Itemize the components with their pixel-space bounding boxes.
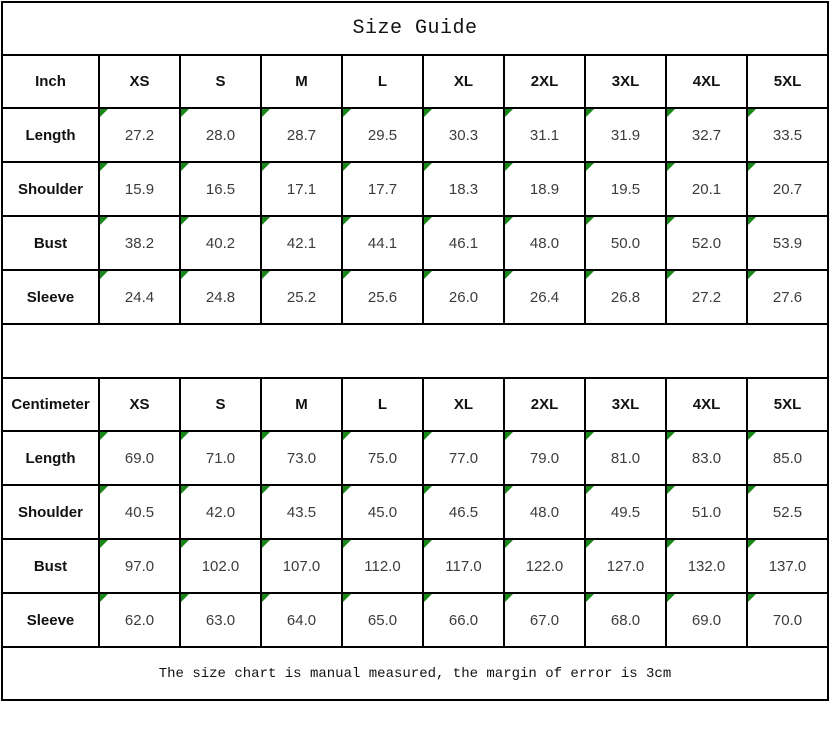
row-label-cell: Shoulder xyxy=(2,485,99,539)
green-triangle-icon xyxy=(586,594,594,602)
green-triangle-icon xyxy=(505,540,513,548)
value-text: 18.9 xyxy=(529,180,560,198)
green-triangle-icon xyxy=(748,109,756,117)
value-cell xyxy=(504,593,585,647)
size-guide-table xyxy=(1,1,829,701)
value-text: 51.0 xyxy=(691,503,722,521)
green-triangle-icon xyxy=(262,271,270,279)
value-cell xyxy=(585,431,666,485)
measurement-row xyxy=(2,216,828,270)
spacer-row xyxy=(2,324,828,378)
green-triangle-icon xyxy=(667,217,675,225)
value-text: 132.0 xyxy=(687,557,726,575)
value-cell xyxy=(747,108,828,162)
size-header-cell: 3XL xyxy=(585,378,666,431)
value-cell xyxy=(423,216,504,270)
value-cell xyxy=(342,216,423,270)
green-triangle-icon xyxy=(262,540,270,548)
value-cell xyxy=(504,485,585,539)
value-cell xyxy=(585,270,666,324)
size-header-row xyxy=(2,378,828,431)
green-triangle-icon xyxy=(181,163,189,171)
value-text: 17.1 xyxy=(286,180,317,198)
value-text: 19.5 xyxy=(610,180,641,198)
value-cell xyxy=(99,431,180,485)
value-text: 40.5 xyxy=(124,503,155,521)
size-header-cell: S xyxy=(180,55,261,108)
green-triangle-icon xyxy=(586,271,594,279)
green-triangle-icon xyxy=(667,540,675,548)
value-text: 49.5 xyxy=(610,503,641,521)
green-triangle-icon xyxy=(667,594,675,602)
green-triangle-icon xyxy=(343,163,351,171)
value-text: 24.8 xyxy=(205,288,236,306)
value-text: 26.4 xyxy=(529,288,560,306)
value-text: 27.2 xyxy=(124,126,155,144)
value-text: 28.7 xyxy=(286,126,317,144)
value-cell xyxy=(585,485,666,539)
green-triangle-icon xyxy=(586,486,594,494)
green-triangle-icon xyxy=(505,217,513,225)
value-text: 25.6 xyxy=(367,288,398,306)
value-text: 26.8 xyxy=(610,288,641,306)
value-text: 137.0 xyxy=(768,557,807,575)
green-triangle-icon xyxy=(424,271,432,279)
page-title: Size Guide xyxy=(2,2,828,55)
value-text: 42.0 xyxy=(205,503,236,521)
centimeter-table-section xyxy=(2,378,828,647)
size-header-cell: 5XL xyxy=(747,378,828,431)
green-triangle-icon xyxy=(586,432,594,440)
value-cell xyxy=(342,162,423,216)
value-cell xyxy=(180,108,261,162)
value-cell xyxy=(99,593,180,647)
measurement-row xyxy=(2,593,828,647)
value-cell xyxy=(747,431,828,485)
value-cell xyxy=(99,108,180,162)
green-triangle-icon xyxy=(424,217,432,225)
value-cell xyxy=(747,162,828,216)
value-cell xyxy=(261,270,342,324)
value-text: 62.0 xyxy=(124,611,155,629)
value-cell xyxy=(504,216,585,270)
value-text: 71.0 xyxy=(205,449,236,467)
value-cell xyxy=(261,485,342,539)
value-text: 46.1 xyxy=(448,234,479,252)
value-text: 52.5 xyxy=(772,503,803,521)
footer-note: The size chart is manual measured, the margin of error is 3cm xyxy=(2,647,828,700)
value-cell xyxy=(666,485,747,539)
value-text: 18.3 xyxy=(448,180,479,198)
green-triangle-icon xyxy=(262,109,270,117)
value-text: 112.0 xyxy=(364,557,401,575)
green-triangle-icon xyxy=(181,594,189,602)
value-cell xyxy=(342,431,423,485)
size-header-cell: 4XL xyxy=(666,55,747,108)
value-cell xyxy=(180,431,261,485)
green-triangle-icon xyxy=(505,163,513,171)
size-header-cell: XL xyxy=(423,55,504,108)
value-cell xyxy=(666,270,747,324)
value-text: 69.0 xyxy=(124,449,155,467)
value-cell xyxy=(666,539,747,593)
measurement-row xyxy=(2,431,828,485)
value-text: 16.5 xyxy=(205,180,236,198)
value-text: 46.5 xyxy=(448,503,479,521)
green-triangle-icon xyxy=(505,109,513,117)
green-triangle-icon xyxy=(667,163,675,171)
green-triangle-icon xyxy=(667,271,675,279)
green-triangle-icon xyxy=(262,217,270,225)
green-triangle-icon xyxy=(100,271,108,279)
value-cell xyxy=(342,593,423,647)
green-triangle-icon xyxy=(343,486,351,494)
green-triangle-icon xyxy=(505,432,513,440)
value-text: 38.2 xyxy=(124,234,155,252)
value-text: 64.0 xyxy=(286,611,317,629)
green-triangle-icon xyxy=(748,486,756,494)
value-text: 48.0 xyxy=(529,234,560,252)
value-cell xyxy=(342,270,423,324)
value-text: 63.0 xyxy=(205,611,236,629)
green-triangle-icon xyxy=(262,594,270,602)
green-triangle-icon xyxy=(586,540,594,548)
green-triangle-icon xyxy=(100,217,108,225)
value-cell xyxy=(342,485,423,539)
green-triangle-icon xyxy=(181,109,189,117)
row-label-cell: Bust xyxy=(2,216,99,270)
row-label-cell: Length xyxy=(2,108,99,162)
unit-header-cell: Centimeter xyxy=(2,378,99,431)
value-text: 66.0 xyxy=(448,611,479,629)
value-cell xyxy=(423,270,504,324)
green-triangle-icon xyxy=(343,594,351,602)
value-text: 45.0 xyxy=(367,503,398,521)
green-triangle-icon xyxy=(424,594,432,602)
green-triangle-icon xyxy=(667,432,675,440)
value-cell xyxy=(261,431,342,485)
value-cell xyxy=(423,485,504,539)
value-cell xyxy=(180,270,261,324)
value-text: 30.3 xyxy=(448,126,479,144)
green-triangle-icon xyxy=(667,486,675,494)
measurement-row xyxy=(2,108,828,162)
green-triangle-icon xyxy=(100,486,108,494)
unit-header-cell: Inch xyxy=(2,55,99,108)
value-cell xyxy=(180,162,261,216)
green-triangle-icon xyxy=(586,217,594,225)
value-cell xyxy=(666,593,747,647)
row-label-cell: Length xyxy=(2,431,99,485)
value-text: 20.7 xyxy=(772,180,803,198)
value-cell xyxy=(180,485,261,539)
value-text: 28.0 xyxy=(205,126,236,144)
value-cell xyxy=(261,539,342,593)
green-triangle-icon xyxy=(343,540,351,548)
size-header-cell: 4XL xyxy=(666,378,747,431)
green-triangle-icon xyxy=(505,486,513,494)
green-triangle-icon xyxy=(748,594,756,602)
value-text: 107.0 xyxy=(282,557,321,575)
value-cell xyxy=(180,593,261,647)
value-cell xyxy=(342,108,423,162)
size-header-cell: 2XL xyxy=(504,378,585,431)
green-triangle-icon xyxy=(343,109,351,117)
size-header-row xyxy=(2,55,828,108)
value-cell xyxy=(585,216,666,270)
value-cell xyxy=(342,539,423,593)
green-triangle-icon xyxy=(505,271,513,279)
value-cell xyxy=(99,216,180,270)
green-triangle-icon xyxy=(181,271,189,279)
value-text: 26.0 xyxy=(448,288,479,306)
green-triangle-icon xyxy=(181,486,189,494)
value-cell xyxy=(585,108,666,162)
value-cell xyxy=(423,162,504,216)
value-cell xyxy=(585,162,666,216)
size-header-cell: XL xyxy=(423,378,504,431)
value-text: 42.1 xyxy=(286,234,317,252)
value-cell xyxy=(747,216,828,270)
value-cell xyxy=(180,216,261,270)
row-label-cell: Sleeve xyxy=(2,593,99,647)
footer-row xyxy=(2,647,828,700)
green-triangle-icon xyxy=(424,486,432,494)
value-cell xyxy=(423,108,504,162)
green-triangle-icon xyxy=(343,271,351,279)
green-triangle-icon xyxy=(262,486,270,494)
green-triangle-icon xyxy=(181,217,189,225)
value-text: 69.0 xyxy=(691,611,722,629)
green-triangle-icon xyxy=(343,432,351,440)
value-text: 122.0 xyxy=(525,557,564,575)
green-triangle-icon xyxy=(424,109,432,117)
value-text: 117.0 xyxy=(445,557,482,575)
size-header-cell: M xyxy=(261,378,342,431)
value-text: 27.2 xyxy=(691,288,722,306)
value-cell xyxy=(423,431,504,485)
row-label-cell: Shoulder xyxy=(2,162,99,216)
value-cell xyxy=(666,108,747,162)
value-text: 53.9 xyxy=(772,234,803,252)
value-text: 31.9 xyxy=(610,126,641,144)
measurement-row xyxy=(2,485,828,539)
spacer-cell xyxy=(2,324,828,378)
value-text: 27.6 xyxy=(772,288,803,306)
value-text: 32.7 xyxy=(691,126,722,144)
green-triangle-icon xyxy=(262,432,270,440)
size-header-cell: L xyxy=(342,55,423,108)
green-triangle-icon xyxy=(100,163,108,171)
value-text: 97.0 xyxy=(124,557,155,575)
green-triangle-icon xyxy=(748,163,756,171)
value-text: 73.0 xyxy=(286,449,317,467)
measurement-row xyxy=(2,162,828,216)
value-cell xyxy=(504,108,585,162)
value-text: 67.0 xyxy=(529,611,560,629)
value-cell xyxy=(423,539,504,593)
size-header-cell: XS xyxy=(99,378,180,431)
size-header-cell: S xyxy=(180,378,261,431)
size-header-cell: L xyxy=(342,378,423,431)
value-text: 102.0 xyxy=(201,557,240,575)
value-text: 29.5 xyxy=(367,126,398,144)
value-text: 17.7 xyxy=(367,180,398,198)
green-triangle-icon xyxy=(181,432,189,440)
value-text: 25.2 xyxy=(286,288,317,306)
green-triangle-icon xyxy=(343,217,351,225)
green-triangle-icon xyxy=(748,432,756,440)
value-cell xyxy=(747,485,828,539)
row-label-cell: Sleeve xyxy=(2,270,99,324)
green-triangle-icon xyxy=(586,163,594,171)
value-text: 68.0 xyxy=(610,611,641,629)
value-text: 77.0 xyxy=(448,449,479,467)
green-triangle-icon xyxy=(505,594,513,602)
green-triangle-icon xyxy=(586,109,594,117)
size-header-cell: 3XL xyxy=(585,55,666,108)
value-text: 20.1 xyxy=(691,180,722,198)
inch-table-section xyxy=(2,55,828,324)
value-cell xyxy=(261,162,342,216)
value-cell xyxy=(99,162,180,216)
value-text: 50.0 xyxy=(610,234,641,252)
value-cell xyxy=(747,593,828,647)
measurement-row xyxy=(2,270,828,324)
value-cell xyxy=(747,539,828,593)
green-triangle-icon xyxy=(100,540,108,548)
green-triangle-icon xyxy=(100,432,108,440)
value-cell xyxy=(585,593,666,647)
value-text: 85.0 xyxy=(772,449,803,467)
value-cell xyxy=(99,539,180,593)
green-triangle-icon xyxy=(748,217,756,225)
value-cell xyxy=(504,539,585,593)
value-text: 40.2 xyxy=(205,234,236,252)
value-text: 75.0 xyxy=(367,449,398,467)
green-triangle-icon xyxy=(748,271,756,279)
value-cell xyxy=(666,162,747,216)
green-triangle-icon xyxy=(424,163,432,171)
value-text: 83.0 xyxy=(691,449,722,467)
green-triangle-icon xyxy=(748,540,756,548)
value-text: 31.1 xyxy=(529,126,560,144)
size-header-cell: 2XL xyxy=(504,55,585,108)
value-cell xyxy=(666,431,747,485)
value-text: 79.0 xyxy=(529,449,560,467)
size-header-cell: M xyxy=(261,55,342,108)
value-cell xyxy=(261,216,342,270)
value-text: 70.0 xyxy=(772,611,803,629)
green-triangle-icon xyxy=(100,109,108,117)
value-text: 81.0 xyxy=(610,449,641,467)
green-triangle-icon xyxy=(262,163,270,171)
value-text: 127.0 xyxy=(606,557,645,575)
value-text: 44.1 xyxy=(367,234,398,252)
green-triangle-icon xyxy=(181,540,189,548)
green-triangle-icon xyxy=(667,109,675,117)
value-cell xyxy=(423,593,504,647)
value-cell xyxy=(180,539,261,593)
value-cell xyxy=(747,270,828,324)
title-row xyxy=(2,2,828,55)
value-cell xyxy=(666,216,747,270)
value-cell xyxy=(261,593,342,647)
row-label-cell: Bust xyxy=(2,539,99,593)
value-cell xyxy=(585,539,666,593)
value-cell xyxy=(504,162,585,216)
value-cell xyxy=(504,431,585,485)
green-triangle-icon xyxy=(424,540,432,548)
value-text: 65.0 xyxy=(367,611,398,629)
measurement-row xyxy=(2,539,828,593)
size-header-cell: XS xyxy=(99,55,180,108)
value-text: 15.9 xyxy=(124,180,155,198)
value-text: 24.4 xyxy=(124,288,155,306)
value-cell xyxy=(261,108,342,162)
value-cell xyxy=(99,270,180,324)
value-cell xyxy=(99,485,180,539)
value-text: 48.0 xyxy=(529,503,560,521)
value-text: 52.0 xyxy=(691,234,722,252)
value-cell xyxy=(504,270,585,324)
green-triangle-icon xyxy=(100,594,108,602)
green-triangle-icon xyxy=(424,432,432,440)
value-text: 33.5 xyxy=(772,126,803,144)
size-header-cell: 5XL xyxy=(747,55,828,108)
value-text: 43.5 xyxy=(286,503,317,521)
